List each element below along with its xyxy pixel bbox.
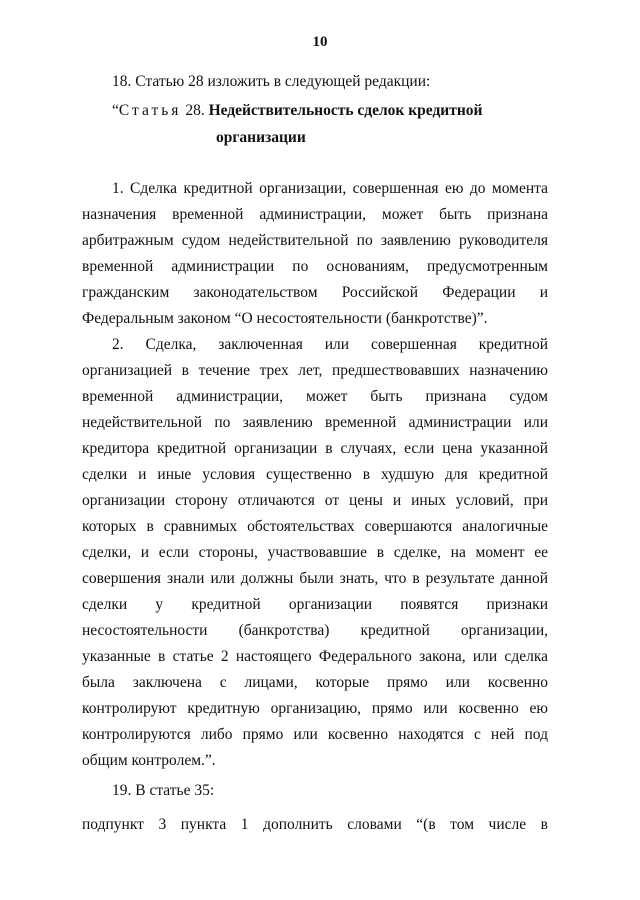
text-line: общим контролем.”. xyxy=(82,752,216,769)
text-line: недействительной по заявлению временной администрации или xyxy=(82,414,548,431)
text-line: 1. Сделка кредитной организации, совершенная ею до момента xyxy=(112,180,548,197)
article-title-line-1: Недействительность сделок кредитной xyxy=(208,102,483,119)
item-19-heading: 19. В статье 35: xyxy=(112,782,215,799)
text-line: гражданским законодательством Российской Федерации и xyxy=(82,284,548,301)
text-line: временной администрации по основаниям, предусмотренным xyxy=(82,258,548,275)
text-line: контролируются либо прямо или косвенно находятся с ней под xyxy=(82,726,548,743)
text-line: сделки, и если стороны, участвовавшие в сделке, на момент ее xyxy=(82,544,548,561)
text-line: указанные в статье 2 настоящего Федерального закона, или сделка xyxy=(82,648,548,665)
text-line: назначения временной администрации, может быть признана xyxy=(82,206,548,223)
text-line: 2. Сделка, заключенная или совершенная кредитной xyxy=(112,336,548,353)
text-line: была заключена с лицами, которые прямо или косвенно xyxy=(82,674,548,691)
text-line: сделки у кредитной организации появятся признаки xyxy=(82,596,548,613)
text-line: арбитражным судом недействительной по заявлению руководителя xyxy=(82,232,548,249)
article-title-word: Статья xyxy=(118,102,182,119)
text-line: кредитора кредитной организации в случаях, если цена указанной xyxy=(82,440,548,457)
page-number: 10 xyxy=(312,34,328,50)
article-title-open-quote: “ xyxy=(112,102,119,119)
text-line: организации сторону отличаются от цены и иных условий, при xyxy=(82,492,548,509)
text-line: временной администрации, может быть признана судом xyxy=(82,388,548,405)
text-line: несостоятельности (банкротства) кредитной организации, xyxy=(82,622,548,639)
text-line: Федеральным законом “О несостоятельности (банкротстве)”. xyxy=(82,310,488,327)
text-line: совершения знали или должны были знать, что в результате данной xyxy=(82,570,548,587)
text-line: которых в сравнимых обстоятельствах совершаются аналогичные xyxy=(82,518,548,535)
text-line: сделки и иные условия существенно в худшую для кредитной xyxy=(82,466,548,483)
text-line: контролируют кредитную организацию, прямо или косвенно ею xyxy=(82,700,548,717)
item-19-line-1: подпункт 3 пункта 1 дополнить словами “(в том числе в xyxy=(82,816,548,833)
item-18-intro: 18. Статью 28 изложить в следующей редакции: xyxy=(112,73,431,90)
article-title xyxy=(112,101,482,121)
article-title-line-2: организации xyxy=(216,129,306,146)
text-line: организацией в течение трех лет, предшествовавших назначению xyxy=(82,362,548,379)
article-title-number: 28. xyxy=(181,102,209,119)
